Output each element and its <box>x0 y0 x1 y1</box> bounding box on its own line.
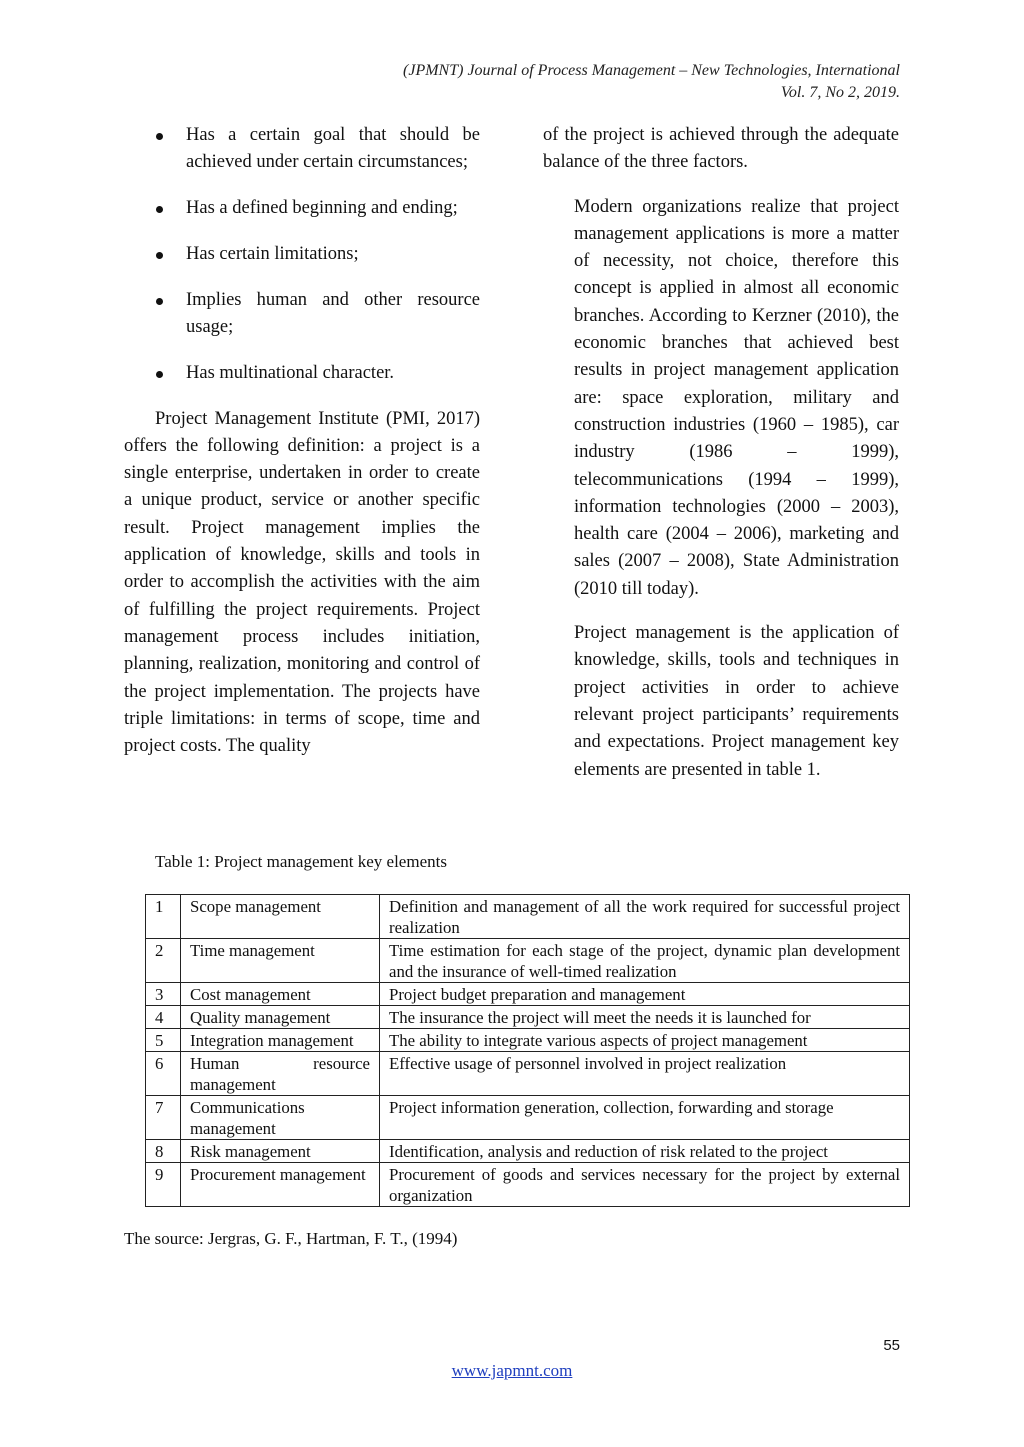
left-column <box>124 122 480 760</box>
row-description: Project budget preparation and management <box>380 983 910 1006</box>
row-area: Integration management <box>181 1029 380 1052</box>
row-number: 2 <box>146 939 181 983</box>
row-description: Definition and management of all the work required for successful project realization <box>380 895 910 939</box>
continuation-paragraph: of the project is achieved through the adequate balance of the three factors. <box>543 125 899 173</box>
row-number: 1 <box>146 895 181 939</box>
row-description: Project information generation, collection, forwarding and storage <box>380 1096 910 1140</box>
row-area: Scope management <box>181 895 380 939</box>
row-area: Cost management <box>181 983 380 1006</box>
row-description: Identification, analysis and reduction of risk related to the project <box>380 1140 910 1163</box>
row-number: 3 <box>146 983 181 1006</box>
list-item: Has a certain goal that should be achieved under certain circumstances; <box>124 122 480 177</box>
row-description: Effective usage of personnel involved in project realization <box>380 1052 910 1096</box>
row-number: 9 <box>146 1163 181 1207</box>
journal-volume: Vol. 7, No 2, 2019. <box>780 84 900 101</box>
bullet-icon <box>156 298 163 305</box>
list-item: Implies human and other resource usage; <box>124 287 480 342</box>
row-description: Procurement of goods and services necessary for the project by external organization <box>380 1163 910 1207</box>
row-area: Human resource management <box>181 1052 380 1096</box>
row-area: Procurement management <box>181 1163 380 1207</box>
row-number: 7 <box>146 1096 181 1140</box>
bullet-icon <box>156 133 163 140</box>
footer-website <box>0 1361 1024 1381</box>
list-item: Has a defined beginning and ending; <box>124 195 480 222</box>
table-row <box>146 895 910 939</box>
table-row <box>146 1096 910 1140</box>
modern-organizations-paragraph: Modern organizations realize that project management applications is more a matter of necessity, not choice, therefore this concept is applied in almost all economic branches. According to Kerzner (2010), the economic branches that achieved best results in project management application are: space exploration, military and construction industries (1960 – 1985), car industry (1986 – 1999), telecommunications (1994 – 1999), information technologies (2000 – 2003), health care (2004 – 2006), marketing and sales (2007 – 2008), State Administration (2010 till today). <box>574 196 899 599</box>
journal-title: (JPMNT) Journal of Process Management – New Technologies, International <box>403 62 900 79</box>
row-area: Time management <box>181 939 380 983</box>
row-number: 8 <box>146 1140 181 1163</box>
bullet-icon <box>156 252 163 259</box>
running-header <box>403 60 900 104</box>
key-elements-table <box>145 894 910 1207</box>
table-row <box>146 939 910 983</box>
table-source: The source: Jergras, G. F., Hartman, F. T., (1994) <box>124 1229 458 1248</box>
table-row <box>146 1052 910 1096</box>
row-description: The insurance the project will meet the needs it is launched for <box>380 1006 910 1029</box>
page-number: 55 <box>883 1337 900 1354</box>
row-number: 4 <box>146 1006 181 1029</box>
row-area: Communications management <box>181 1096 380 1140</box>
list-item: Has certain limitations; <box>124 241 480 268</box>
row-area: Quality management <box>181 1006 380 1029</box>
bullet-icon <box>156 371 163 378</box>
table-row <box>146 1140 910 1163</box>
website-link[interactable]: www.japmnt.com <box>451 1361 573 1380</box>
row-number: 6 <box>146 1052 181 1096</box>
row-number: 5 <box>146 1029 181 1052</box>
pmi-definition-paragraph: Project Management Institute (PMI, 2017) offers the following definition: a project is a single enterprise, undertaken in order to create a unique product, service or another specific result. Project management implies the application of knowledge, skills and tools in order to accomplish the activities with the aim of fulfilling the project requirements. Project management process includes initiation, planning, realization, monitoring and control of the project implementation. The projects have triple limitations: in terms of scope, time and project costs. The quality <box>124 408 480 757</box>
key-elements-paragraph: Project management is the application of knowledge, skills, tools and techniques in project activities in order to achieve relevant project participants’ requirements and expectations. Project management key elements are presented in table 1. <box>574 623 899 780</box>
table-caption: Table 1: Project management key elements <box>155 852 447 871</box>
row-description: The ability to integrate various aspects of project management <box>380 1029 910 1052</box>
row-description: Time estimation for each stage of the project, dynamic plan development and the insurance of well-timed realization <box>380 939 910 983</box>
table-row <box>146 1006 910 1029</box>
characteristics-list <box>124 122 480 387</box>
list-item: Has multinational character. <box>124 360 480 387</box>
row-area: Risk management <box>181 1140 380 1163</box>
bullet-icon <box>156 206 163 213</box>
table-row <box>146 1163 910 1207</box>
right-column <box>543 122 899 784</box>
table-row <box>146 983 910 1006</box>
table-row <box>146 1029 910 1052</box>
